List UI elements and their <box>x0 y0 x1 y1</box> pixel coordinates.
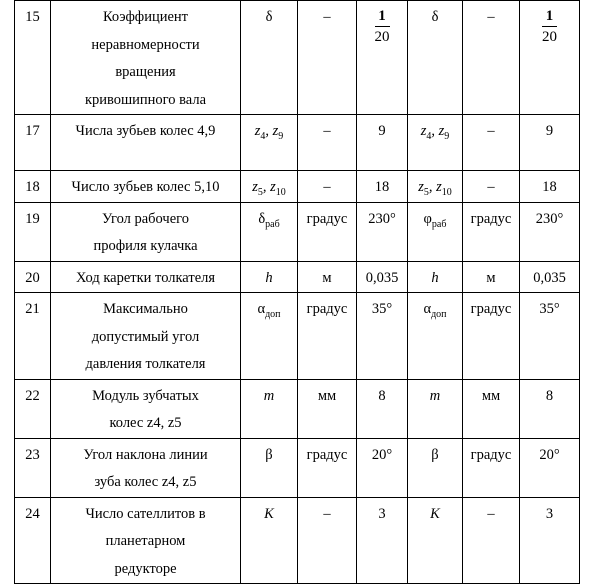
parameter-name <box>51 171 241 203</box>
parameter-name <box>51 438 241 497</box>
parameter-name <box>51 497 241 584</box>
symbol-variant2: β <box>408 438 463 497</box>
fraction-numerator: 1 <box>542 9 557 27</box>
name-line: Число сателлитов в <box>85 505 206 522</box>
name-line: профиля кулачка <box>93 238 198 254</box>
unit-variant2: градус <box>463 438 520 497</box>
table-row <box>15 438 580 497</box>
fraction <box>542 9 557 45</box>
unit-variant2: – <box>463 115 520 171</box>
unit-variant1: – <box>298 1 357 115</box>
symbol-variant1: β <box>241 438 298 497</box>
name-line: неравномерности <box>91 36 200 53</box>
symbol-variant1: δ <box>241 1 298 115</box>
symbol-variant1: m <box>241 379 298 438</box>
value-variant1: 8 <box>357 379 408 438</box>
value-variant2: 230° <box>520 202 580 261</box>
value-variant1: 0,035 <box>357 261 408 293</box>
fraction-numerator: 1 <box>375 9 390 27</box>
fraction-denominator: 20 <box>374 29 390 45</box>
value-variant1: 20° <box>357 438 408 497</box>
parameter-name <box>51 115 241 171</box>
unit-variant2: – <box>463 1 520 115</box>
unit-variant1: – <box>298 171 357 203</box>
value-variant1: 18 <box>357 171 408 203</box>
symbol-variant1: $\delta_{раб}$ <box>241 202 298 261</box>
symbol-variant1: K <box>241 497 298 584</box>
parameters-table <box>14 0 580 584</box>
value-variant1: 9 <box>357 115 408 171</box>
name-line: редукторе <box>114 560 177 577</box>
row-number: 21 <box>15 293 51 380</box>
value-variant2: 20° <box>520 438 580 497</box>
parameter-name <box>51 1 241 115</box>
symbol-variant1: $z_5$, $z_{10}$ <box>241 171 298 203</box>
table-row <box>15 171 580 203</box>
parameter-name <box>51 202 241 261</box>
name-line: Числа зубьев колес 4,9 <box>75 123 216 139</box>
unit-variant2: градус <box>463 202 520 261</box>
unit-variant2: мм <box>463 379 520 438</box>
value-variant2: 3 <box>520 497 580 584</box>
value-variant1: 3 <box>357 497 408 584</box>
symbol-variant2: $\alpha_{доп}$ <box>408 293 463 380</box>
unit-variant1: градус <box>298 293 357 380</box>
fraction <box>375 9 390 45</box>
table-row <box>15 379 580 438</box>
value-variant2: 35° <box>520 293 580 380</box>
unit-variant2: градус <box>463 293 520 380</box>
symbol-variant1: $z_4$, $z_9$ <box>241 115 298 171</box>
row-number: 15 <box>15 1 51 115</box>
name-line: вращения <box>115 64 176 80</box>
unit-variant1: – <box>298 497 357 584</box>
value-variant1: 35° <box>357 293 408 380</box>
table-row <box>15 1 580 115</box>
symbol-variant2: h <box>408 261 463 293</box>
symbol-variant2: $\varphi_{раб}$ <box>408 202 463 261</box>
row-number: 20 <box>15 261 51 293</box>
row-number: 17 <box>15 115 51 171</box>
value-variant2 <box>520 1 580 115</box>
value-variant2: 0,035 <box>520 261 580 293</box>
value-variant1: 230° <box>357 202 408 261</box>
unit-variant2: – <box>463 171 520 203</box>
value-variant2: 8 <box>520 379 580 438</box>
value-variant2: 18 <box>520 171 580 203</box>
name-line: Модуль зубчатых <box>92 387 199 404</box>
name-line: кривошипного вала <box>84 91 207 108</box>
symbol-variant2: $z_5$, $z_{10}$ <box>408 171 463 203</box>
fraction-denominator: 20 <box>542 29 557 45</box>
symbol-variant2: $z_4$, $z_9$ <box>408 115 463 171</box>
parameter-name <box>51 379 241 438</box>
unit-variant1: м <box>298 261 357 293</box>
name-line: допустимый угол <box>91 328 200 345</box>
name-line: Ход каретки толкателя <box>75 269 216 286</box>
symbol-variant1: h <box>241 261 298 293</box>
row-number: 18 <box>15 171 51 203</box>
name-line: планетарном <box>105 533 186 549</box>
symbol-variant2: m <box>408 379 463 438</box>
name-line: Коэффициент <box>102 9 189 25</box>
symbol-variant2: δ <box>408 1 463 115</box>
name-line: давления толкателя <box>85 356 206 372</box>
unit-variant1: – <box>298 115 357 171</box>
value-variant2: 9 <box>520 115 580 171</box>
row-number: 22 <box>15 379 51 438</box>
parameter-name <box>51 261 241 293</box>
unit-variant1: градус <box>298 438 357 497</box>
table-row <box>15 293 580 380</box>
row-number: 19 <box>15 202 51 261</box>
symbol-variant1: $\alpha_{доп}$ <box>241 293 298 380</box>
parameter-name <box>51 293 241 380</box>
row-number: 23 <box>15 438 51 497</box>
name-line: зуба колес z4, z5 <box>94 474 197 490</box>
symbol-variant2: K <box>408 497 463 584</box>
table-row <box>15 202 580 261</box>
name-line: Максимально <box>103 301 188 317</box>
value-variant1 <box>357 1 408 115</box>
table-row <box>15 115 580 171</box>
row-number: 24 <box>15 497 51 584</box>
name-line: Угол наклона линии <box>83 446 208 463</box>
unit-variant1: мм <box>298 379 357 438</box>
name-line: Число зубьев колес 5,10 <box>71 179 220 195</box>
unit-variant1: градус <box>298 202 357 261</box>
unit-variant2: – <box>463 497 520 584</box>
table-row <box>15 261 580 293</box>
table-row <box>15 497 580 584</box>
name-line: Угол рабочего <box>102 210 189 227</box>
name-line: колес z4, z5 <box>109 415 182 431</box>
unit-variant2: м <box>463 261 520 293</box>
